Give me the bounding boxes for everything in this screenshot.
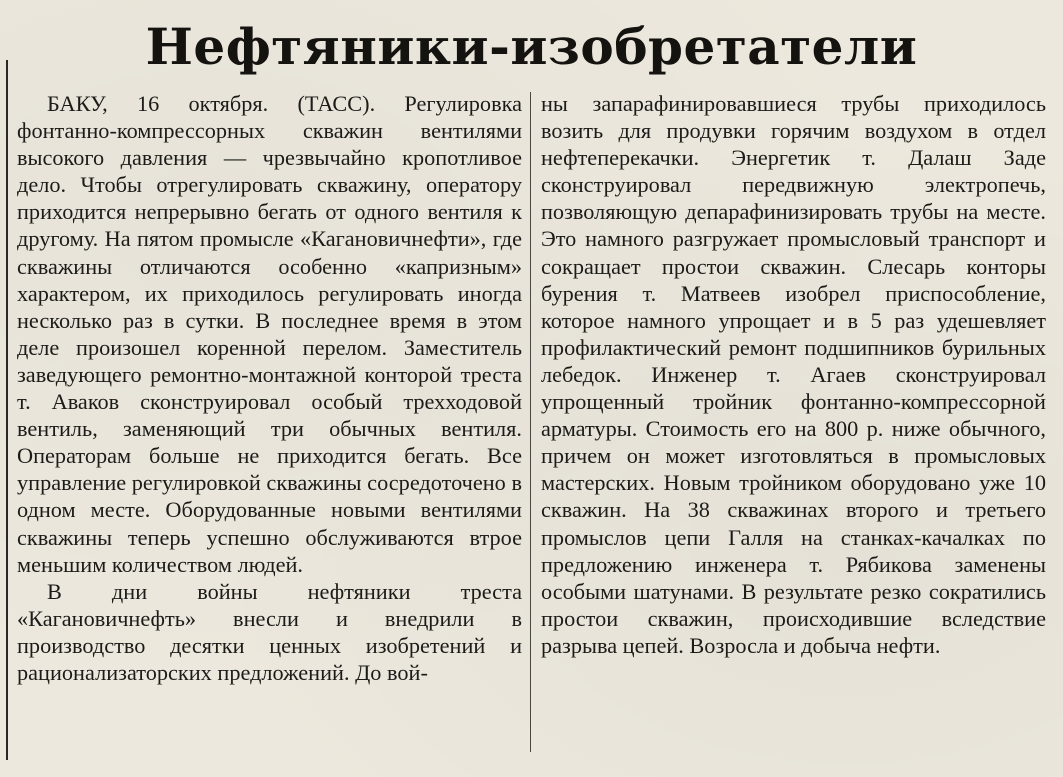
article-column-left	[17, 90, 522, 686]
article-paragraph: В дни войны нефтяники треста «Кагановичнефть» внесли и внедрили в производство десятки ценных изобретений и рационализаторских предложений. До вой-	[17, 578, 522, 685]
article-paragraph: БАКУ, 16 октября. (ТАСС). Регулировка фонтанно-компрессорных скважин вентилями высокого давления — чрезвычайно кропотливое дело. Чтобы отрегулировать скважину, оператору приходится непрерывно бегать от одного вентиля к другому. На пятом промысле «Кагановичнефти», где скважины отличаются особенно «капризным» характером, их приходилось регулировать иногда несколько раз в сутки. В последнее время в этом деле произошел коренной перелом. Заместитель заведующего ремонтно-монтажной конторой треста т. Аваков сконструировал особый трехходовой вентиль, заменяющий три обычных вентиля. Операторам больше не приходится бегать. Все управление регулировкой скважины сосредоточено в одном месте. Оборудованные новыми вентилями скважины теперь успешно обслуживаются втрое меньшим количеством людей.	[17, 91, 522, 577]
article-column-right	[541, 90, 1046, 659]
article-headline: Нефтяники-изобретатели	[145, 17, 918, 76]
page-edge-rule	[6, 60, 8, 760]
column-divider	[530, 92, 531, 752]
article-paragraph: ны запарафинировавшиеся трубы приходилось возить для продувки горячим воздухом в отдел нефтеперекачки. Энергетик т. Далаш Заде сконструировал передвижную электропечь, позволяющую депарафинизировать трубы на месте. Это намного разгружает промысловый транспорт и сокращает простои скважин. Слесарь конторы бурения т. Матвеев изобрел приспособление, которое намного упрощает и в 5 раз удешевляет профилактический ремонт подшипников бурильных лебедок. Инженер т. Агаев сконструировал упрощенный тройник фонтанно-компрессорной арматуры. Стоимость его на 800 р. ниже обычного, причем он может изготовляться в промысловых мастерских. Новым тройником оборудовано уже 10 скважин. На 38 скважинах второго и третьего промыслов цепи Галля на станках-качалках по предложению инженера т. Рябикова заменены особыми шатунами. В результате резко сократились простои скважин, происходившие вследствие разрыва цепей. Возросла и добыча нефти.	[541, 91, 1046, 658]
